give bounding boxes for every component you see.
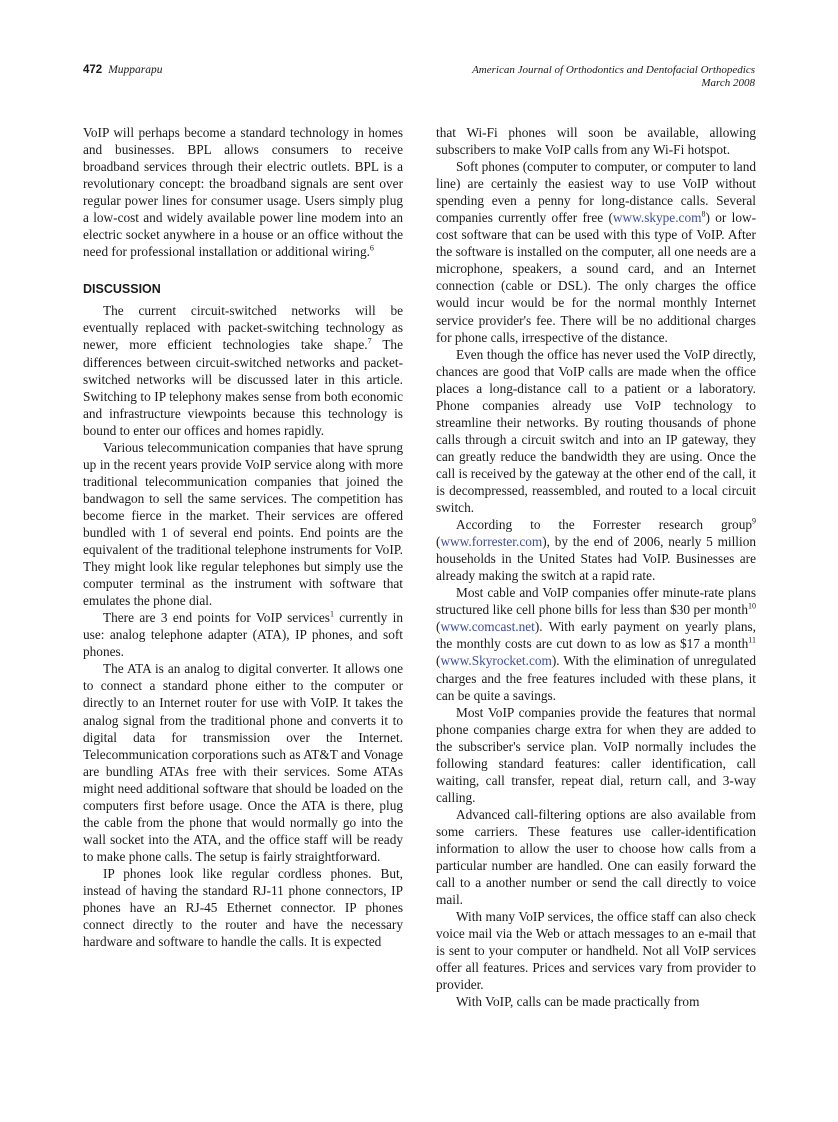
- citation-ref[interactable]: 6: [369, 243, 374, 253]
- paragraph: With many VoIP services, the office staff can also check voice mail via the Web or attach messages to an e-mail that is sent to your computer or handheld. Not all VoIP services offer all features. Prices and services vary from provider to provider.: [436, 909, 756, 993]
- paragraph: The current circuit-switched networks will be eventually replaced with packet-switching technology as newer, more efficient technologies take shape.$^7$ The differences between circuit-switched networks and packet-switched networks will be discussed later in this article. Switching to IP telephony makes sense from both economic and infrastructure viewpoints because this technology is bound to enter our offices and homes rapidly.: [83, 303, 403, 438]
- paragraph: Various telecommunication companies that have sprung up in the recent years provide VoIP service along with more traditional telecommunication companies that joined the bandwagon to sell the same services. The competition has become fierce in the market. Their services are offered bundled with 1 of several end points. End points are the equivalent of the traditional telephone instruments for VoIP. They might look like regular telephones but simply use the computer terminal as the instrument with software that emulates the phone dial.: [83, 439, 403, 609]
- section-heading: DISCUSSION: [83, 282, 161, 297]
- paragraph: IP phones look like regular cordless phones. But, instead of having the standard RJ-11 phone connectors, IP phones have an RJ-45 Ethernet connector. IP phones connect directly to the router and have the necessary hardware and software to handle the calls. It is expected: [83, 865, 403, 950]
- paragraph: There are 3 end points for VoIP services$^1$ currently in use: analog telephone adapter (ATA), IP phones, and soft phones.: [83, 609, 403, 660]
- citation-ref[interactable]: 11: [748, 635, 756, 645]
- running-header-right: [472, 64, 755, 90]
- citation-ref[interactable]: 10: [748, 601, 756, 611]
- url-link[interactable]: www.Skyrocket.com: [440, 653, 552, 669]
- paragraph: Soft phones (computer to computer, or computer to land line) are certainly the easiest way to use VoIP without spending even a penny for long-distance calls. Several companies currently offer free (www.skype.com$^8$) or low-cost software that can be used with this type of VoIP. After the software is installed on the computer, all one needs are a microphone, speakers, a sound card, and an Internet connection (cable or DSL). The only charges the office would incur would be for the normal monthly Internet service provider's fee. There will be no additional charges for phone calls, irrespective of the distance.: [436, 159, 757, 345]
- citation-ref[interactable]: 9: [752, 516, 756, 526]
- journal-title: American Journal of Orthodontics and Dentofacial Orthopedics: [472, 64, 755, 76]
- citation-ref[interactable]: 1: [329, 609, 334, 619]
- paragraph: Most cable and VoIP companies offer minute-rate plans structured like cell phone bills for less than $30 per month$^{10}$ (www.comcast.net). With early payment on yearly plans, the monthly costs are cut down to as low as $17 a month$^{11}$ (www.Skyrocket.com). With the elimination of unregulated charges and the free features included with these plans, it can be quite a savings.: [436, 585, 756, 703]
- right-column: [436, 124, 756, 1010]
- paragraph: Most VoIP companies provide the features that normal phone companies charge extra for when they are added to the subscriber's service plan. VoIP normally includes the following standard features: caller identification, call waiting, call transfer, repeat dial, return call, and 3-way calling.: [436, 704, 756, 805]
- page-number: 472: [83, 64, 103, 76]
- paragraph: According to the Forrester research group$^9$ (www.forrester.com), by the end of 2006, nearly 5 million households in the United States had VoIP. Businesses are already making the switch at a rapid rate.: [436, 516, 756, 584]
- url-link[interactable]: www.comcast.net: [440, 619, 535, 635]
- paragraph: The ATA is an analog to digital converter. It allows one to connect a standard phone either to the computer or directly to an Internet router for use with VoIP. It takes the analog signal from the traditional phone and converts it to digital data for transmission over the Internet. Telecommunication corporations such as AT&T and Vonage are bundling ATAs free with their services. Some ATAs might need additional software that should be loaded on the computers first before usage. Once the ATA is there, plug the cable from the phone that would normally go into the wall socket into the ATA, and the office staff will be ready to make phone calls. The setup is fairly straightforward.: [83, 661, 403, 864]
- paragraph: Even though the office has never used the VoIP directly, chances are good that VoIP calls are made when the office places a long-distance call to a patient or a laboratory. Phone companies already use VoIP technology to streamline their networks. By routing thousands of phone calls through a circuit switch and into an IP gateway, they can greatly reduce the bandwidth they are using. Once the call is received by the gateway at the other end of the call, it is decompressed, reassembled, and routed to a local circuit switch.: [436, 346, 756, 516]
- citation-ref[interactable]: 7: [367, 337, 372, 347]
- citation-ref[interactable]: 8: [701, 209, 706, 219]
- paragraph: Advanced call-filtering options are also available from some carriers. These features use caller-identification information to allow the user to choose how calls from a particular number are handled. One can easily forward the call to a another number or send the call directly to voice mail.: [436, 806, 756, 908]
- issue-date: March 2008: [701, 77, 755, 89]
- left-column: [83, 124, 403, 950]
- paragraph: that Wi-Fi phones will soon be available, allowing subscribers to make VoIP calls from any Wi-Fi hotspot.: [436, 125, 756, 158]
- running-header-left: [83, 64, 163, 76]
- paragraph: VoIP will perhaps become a standard technology in homes and businesses. BPL allows consumers to receive broadband services through their electric outlets. BPL is a revolutionary concept: the broadband signals are sent over regular power lines for consumer usage. Users simply plug a low-cost and widely available power line modem into an electric socket anywhere in a house or an office without the need for professional installation or additional wiring.$^6$: [83, 125, 403, 260]
- url-link[interactable]: www.skype.com: [612, 210, 702, 226]
- url-link[interactable]: www.forrester.com: [440, 534, 543, 550]
- author-name: Mupparapu: [108, 64, 163, 76]
- paragraph: With VoIP, calls can be made practically from: [456, 994, 700, 1010]
